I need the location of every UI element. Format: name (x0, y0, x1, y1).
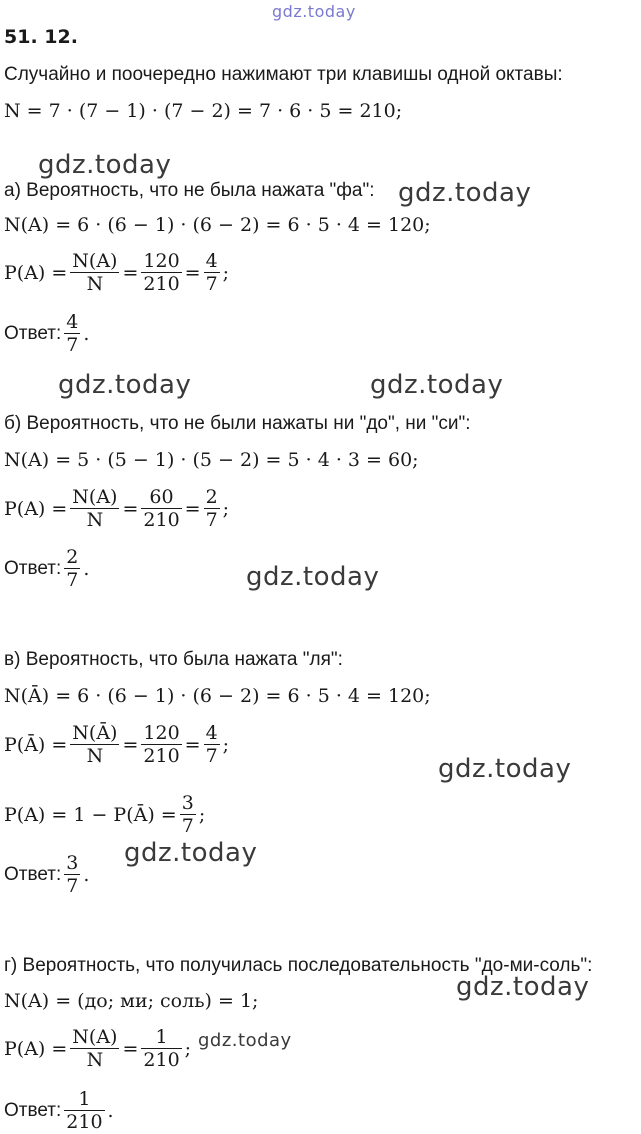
p-lhs: P(A) = (4, 1037, 68, 1060)
part-d-heading: г) Вероятность, что получилась последовательность "до-ми-соль": (4, 955, 593, 976)
fraction: $\frac{4}{7}$ (205, 250, 218, 295)
p2-lhs: P(A) = 1 − P(Ā) = (4, 803, 177, 826)
watermark: gdz.today (438, 754, 572, 784)
fraction: $\frac{N(Ā)}{N}$ (72, 722, 118, 767)
part-b-heading: б) Вероятность, что не были нажаты ни "до", ни "си": (4, 413, 471, 434)
fraction: $\frac{120}{210}$ (143, 722, 180, 767)
watermark: gdz.today (58, 370, 192, 400)
p-lhs: P(A) = (4, 261, 68, 284)
part-b-na: N(A) = 5 · (5 − 1) · (5 − 2) = 5 · 4 · 3 = 60; (4, 449, 419, 471)
part-a-probability: P(A) = $\frac{N(A)}{N}$ = $\frac{120}{210}$ = $\frac{4}{7}$ ; (4, 250, 230, 295)
part-c-answer: Ответ: $\frac{3}{7}$ . (4, 852, 90, 897)
p-lhs: P(A) = (4, 497, 68, 520)
fraction: $\frac{N(A)}{N}$ (72, 250, 118, 295)
problem-number: 51. 12. (4, 26, 78, 48)
part-b-answer: Ответ: $\frac{2}{7}$ . (4, 546, 90, 591)
fraction: $\frac{1}{210}$ (143, 1026, 180, 1071)
part-c-heading: в) Вероятность, что была нажата "ля": (4, 649, 343, 670)
part-c-probability: P(Ā) = $\frac{N(Ā)}{N}$ = $\frac{120}{210}$ = $\frac{4}{7}$ ; (4, 722, 230, 767)
watermark: gdz.today (124, 838, 258, 868)
fraction: $\frac{3}{7}$ (181, 792, 194, 837)
part-d-probability: P(A) = $\frac{N(A)}{N}$ = $\frac{1}{210}$ ; (4, 1026, 192, 1071)
part-b-probability: P(A) = $\frac{N(A)}{N}$ = $\frac{60}{210}$ = $\frac{2}{7}$ ; (4, 486, 230, 531)
answer-fraction: $\frac{4}{7}$ (66, 311, 79, 356)
fraction: $\frac{60}{210}$ (143, 486, 180, 531)
total-outcomes: N = 7 · (7 − 1) · (7 − 2) = 7 · 6 · 5 = 210; (4, 100, 403, 122)
answer-label: Ответ: (4, 557, 62, 579)
answer-label: Ответ: (4, 322, 62, 344)
fraction: $\frac{N(A)}{N}$ (72, 486, 118, 531)
part-a-heading: а) Вероятность, что не была нажата "фа": (4, 180, 375, 201)
answer-fraction: $\frac{1}{210}$ (66, 1088, 103, 1133)
part-d-answer: Ответ: $\frac{1}{210}$ . (4, 1088, 114, 1133)
part-c-complement: P(A) = 1 − P(Ā) = $\frac{3}{7}$ ; (4, 792, 206, 837)
fraction: $\frac{2}{7}$ (205, 486, 218, 531)
watermark: gdz.today (456, 972, 590, 1002)
part-d-na: N(A) = (до; ми; соль) = 1; (4, 990, 259, 1012)
watermark: gdz.today (38, 150, 172, 180)
watermark-top: gdz.today (272, 2, 356, 21)
answer-fraction: $\frac{2}{7}$ (66, 546, 79, 591)
fraction: $\frac{4}{7}$ (205, 722, 218, 767)
watermark: gdz.today (370, 370, 504, 400)
problem-intro: Случайно и поочередно нажимают три клавишы одной октавы: (4, 64, 563, 85)
watermark: gdz.today (246, 562, 380, 592)
watermark: gdz.today (198, 1030, 292, 1051)
part-c-na: N(Ā) = 6 · (6 − 1) · (6 − 2) = 6 · 5 · 4 = 120; (4, 685, 431, 707)
answer-fraction: $\frac{3}{7}$ (66, 852, 79, 897)
fraction: $\frac{N(A)}{N}$ (72, 1026, 118, 1071)
answer-label: Ответ: (4, 863, 62, 885)
watermark: gdz.today (398, 178, 532, 208)
part-a-na: N(A) = 6 · (6 − 1) · (6 − 2) = 6 · 5 · 4 = 120; (4, 214, 431, 236)
answer-label: Ответ: (4, 1099, 62, 1121)
fraction: $\frac{120}{210}$ (143, 250, 180, 295)
p-lhs: P(Ā) = (4, 733, 68, 756)
part-a-answer: Ответ: $\frac{4}{7}$ . (4, 311, 90, 356)
